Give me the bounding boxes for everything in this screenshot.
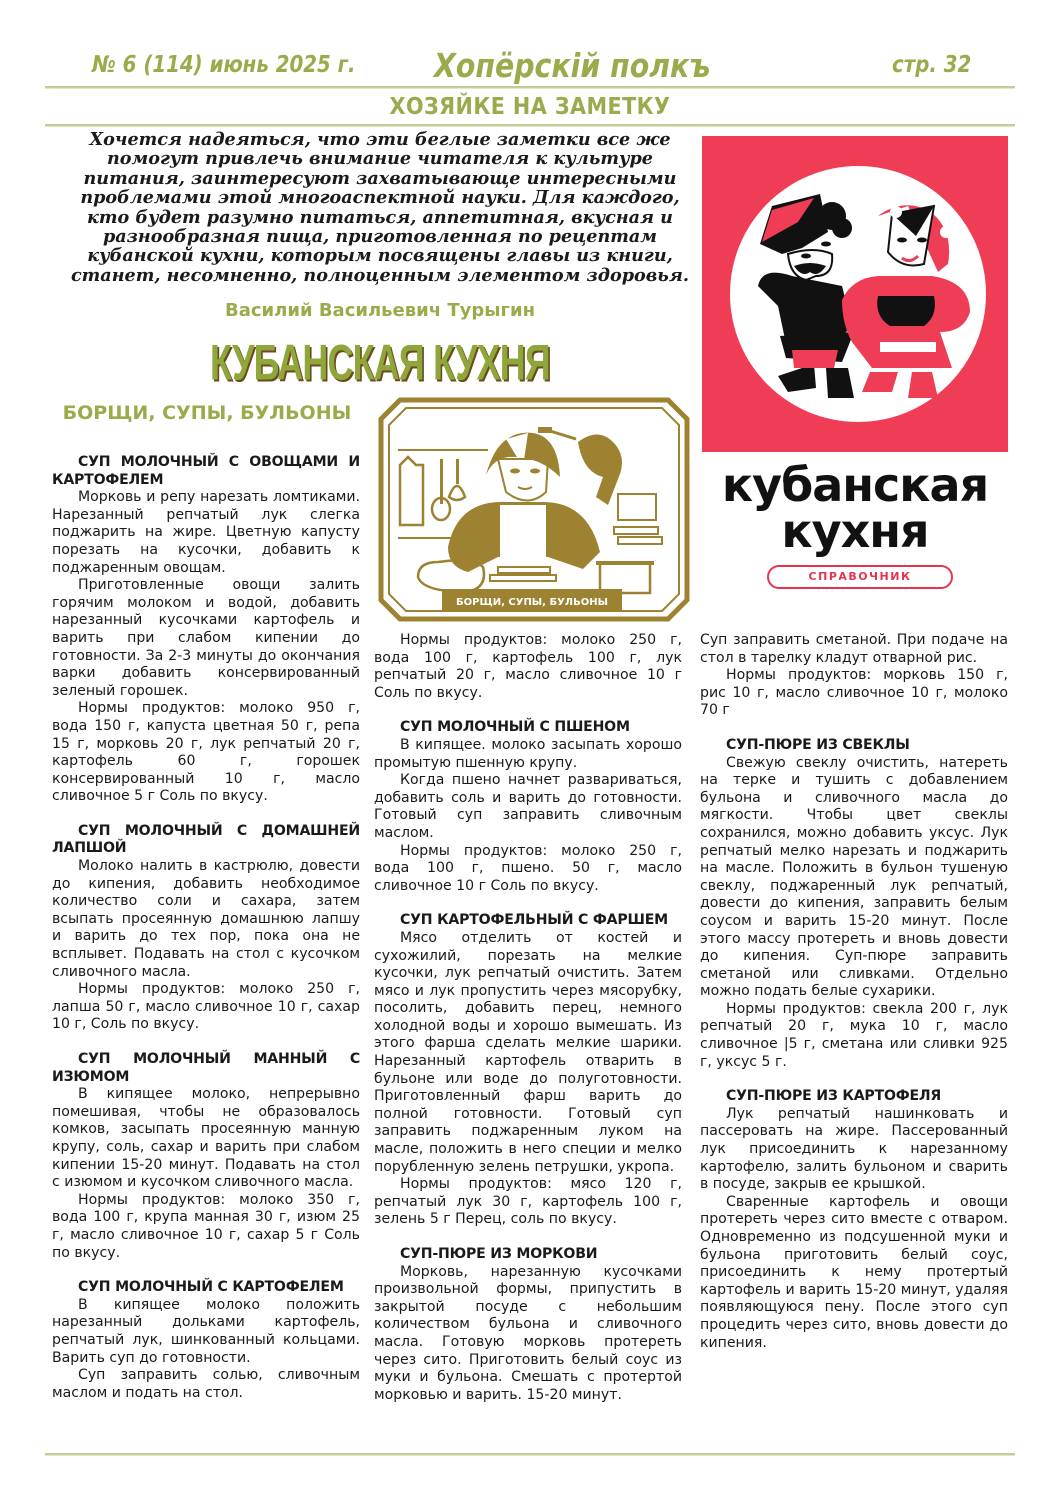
chapter-title: БОРЩИ, СУПЫ, БУЛЬОНЫ	[62, 402, 352, 424]
dancing-couple-icon	[702, 136, 1008, 452]
recipe-paragraph: Нормы продуктов: молоко 250 г, вода 100 г, пшено. 50 г, масло сливочное 10 г Соль по вкусу.	[374, 842, 682, 894]
newspaper-title: Хопёрскiй полкъ	[434, 46, 711, 85]
recipe-paragraph: Нормы продуктов: мясо 120 г, репчатый лук 30 г, картофель 100 г, зелень 5 г Перец, соль по вкусу.	[374, 1176, 682, 1228]
recipe-title: СУП МОЛОЧНЫЙ С ОВОЩАМИ И КАРТОФЕЛЕМ	[52, 454, 360, 488]
cooking-illustration	[378, 397, 690, 622]
recipe-title: СУП МОЛОЧНЫЙ С ДОМАШНЕЙ ЛАПШОЙ	[52, 822, 360, 857]
text-column-2	[374, 632, 682, 1404]
recipe-paragraph: Приготовленные овощи залить горячим молоком и водой, добавить нарезанный кусочками картофель и варить при слабом кипении до готовности. За 2-3 минуты до окончания варки добавить консервированный зеленый горошек.	[52, 577, 360, 699]
text-column-3	[700, 632, 1008, 1352]
text-column-1	[52, 454, 360, 1402]
recipe-paragraph: Когда пшено начнет развариваться, добавить соль и варить до готовности. Готовый суп заправить сливочным маслом.	[374, 772, 682, 841]
recipe-title: СУП МОЛОЧНЫЙ С КАРТОФЕЛЕМ	[78, 1279, 344, 1296]
recipe-paragraph: В кипящее молоко положить нарезанный дольками картофель, репчатый лук, шинкованный кольцами. Варить суп до готовности.	[52, 1296, 360, 1366]
recipe-title: СУП МОЛОЧНЫЙ С ПШЕНОМ	[400, 719, 630, 736]
header-divider	[45, 86, 1015, 89]
recipe-title: СУП МОЛОЧНЫЙ МАННЫЙ С ИЗЮМОМ	[52, 1051, 360, 1085]
recipe-title: СУП-ПЮРЕ ИЗ МОРКОВИ	[400, 1246, 598, 1262]
recipe-paragraph: Сваренные картофель и овощи протереть через сито вместе с отваром. Одновременно из подсушенной муки и бульона приготовить белый соус, присоединить к нему протертый картофель и варить 15-20 минут, удаляя появляющуюся пену. После этого суп процедить через сито, вновь довести до кипения.	[700, 1193, 1008, 1351]
section-divider	[45, 124, 1015, 127]
cover-badge: СПРАВОЧНИК	[767, 565, 953, 589]
recipe-paragraph: Нормы продуктов: молоко 350 г, вода 100 г, крупа манная 30 г, изюм 25 г, масло сливочное 10 г, сахар 5 г Соль по вкусу.	[52, 1191, 360, 1261]
recipe-paragraph: Нормы продуктов: морковь 150 г, рис 10 г, масло сливочное 10 г, молоко 70 г	[700, 667, 1008, 719]
cover-title-line2: кухня	[781, 504, 929, 558]
page-number: стр. 32	[892, 52, 972, 78]
recipe-paragraph: Суп заправить солью, сливочным маслом и подать на стол.	[52, 1367, 360, 1401]
issue-number: № 6 (114) июнь 2025 г.	[92, 52, 356, 78]
section-title: ХОЗЯЙКЕ НА ЗАМЕТКУ	[389, 94, 671, 120]
recipe-paragraph: В кипящее молоко, непрерывно помешивая, чтобы не образовалось комков, засыпать просеянную манную крупу, соль, сахар и варить при слабом кипении 15-20 минут. Подавать на стол с изюмом и кусочком сливочного масла.	[52, 1086, 360, 1191]
cover-title-line1: кубанская	[721, 458, 989, 512]
recipe-title: СУП-ПЮРЕ ИЗ СВЕКЛЫ	[726, 736, 910, 753]
author-name: Василий Васильевич Турыгин	[225, 300, 535, 321]
recipe-paragraph: Морковь, нарезанную кусочками произвольной формы, припустить в закрытой посуде с небольшим количеством бульона и сливочного масла. Готовую морковь протереть через сито. Приготовить белый соус из муки и бульона. Смешать с протертой морковью и варить. 15-20 минут.	[374, 1263, 682, 1403]
recipe-paragraph: Нормы продуктов: молоко 250 г, вода 100 г, картофель 100 г, лук репчатый 20 г, масло сливочное 10 г Соль по вкусу.	[374, 632, 682, 701]
recipe-paragraph: Нормы продуктов: молоко 950 г, вода 150 г, капуста цветная 50 г, репа 15 г, морковь 20 г, лук репчатый 20 г, картофель 60 г, горошек консервированный 10 г, масло сливочное 5 г Соль по вкусу.	[52, 700, 360, 805]
cover-title	[702, 458, 1008, 558]
recipe-title: СУП КАРТОФЕЛЬНЫЙ С ФАРШЕМ	[400, 912, 668, 929]
recipe-paragraph: Морковь и репу нарезать ломтиками. Нарезанный репчатый лук слегка поджарить на жире. Цветную капусту порезать на кусочки, добавить к поджаренным овощам.	[52, 489, 360, 576]
illustration-caption: БОРЩИ, СУПЫ, БУЛЬОНЫ	[456, 597, 608, 608]
book-cover-art	[702, 136, 1008, 452]
recipe-paragraph: Свежую свеклу очистить, натереть на терке и тушить с добавлением бульона и сливочного масла до мягкости. Чтобы цвет свеклы сохранился, можно добавить уксус. Лук репчатый мелко нарезать и поджарить на масле. Положить в бульон тушеную свеклу, поджаренный лук репчатый, довести до кипения, заправить белым соусом и варить 15-20 минут. После этого массу протереть и вновь довести до кипения. Суп-пюре заправить сметаной или сливками. Отдельно можно подать белые сухарики.	[700, 754, 1008, 1000]
recipe-paragraph: Лук репчатый нашинковать и пассеровать на жире. Пассерованный лук присоединить к нарезанному картофелю, залить бульоном и сварить в посуде, закрыв ее крышкой.	[700, 1105, 1008, 1193]
recipe-paragraph: В кипящее. молоко засыпать хорошо промытую пшенную крупу.	[374, 736, 682, 771]
recipe-paragraph: Нормы продуктов: молоко 250 г, лапша 50 г, масло сливочное 10 г, сахар 10 г, Соль по вкусу.	[52, 981, 360, 1033]
footer-divider	[45, 1453, 1015, 1456]
recipe-paragraph: Молоко налить в кастрюлю, довести до кипения, добавить необходимое количество соли и сахара, затем всыпать просеянную домашнюю лапшу и варить до тех пор, пока она не всплывет. Подавать на стол с кусочком сливочного масла.	[52, 858, 360, 980]
cook-woman-icon	[378, 397, 690, 622]
recipe-title: СУП-ПЮРЕ ИЗ КАРТОФЕЛЯ	[726, 1088, 942, 1105]
book-title: КУБАНСКАЯ КУХНЯ	[210, 334, 550, 391]
recipe-paragraph: Суп заправить сметаной. При подаче на стол в тарелку кладут отварной рис.	[700, 632, 1008, 666]
recipe-paragraph: Мясо отделить от костей и сухожилий, порезать на мелкие кусочки, лук репчатый очистить. Затем мясо и лук пропустить через мясорубку, посолить, добавить перец, немного холодной воды и хорошо вымешать. Из этого фарша сделать мелкие шарики. Нарезанный картофель отварить в бульоне или воде до полуготовности. Приготовленный фарш варить до полной готовности. Готовый суп заправить поджаренным луком на масле, положить в него специи и мелко порубленную зелень петрушки, укропа.	[374, 929, 682, 1175]
recipe-paragraph: Нормы продуктов: свекла 200 г, лук репчатый 20 г, мука 10 г, масло сливочное |5 г, сметана или сливки 925 г, уксус 5 г.	[700, 1000, 1008, 1070]
intro-text: Хочется надеяться, что эти беглые заметки все же помогут привлечь внимание читателя к культуре питания, заинтересуют захватывающе интересными проблемами этой многоаспектной науки. Для каждого, кто будет разумно питаться, аппетитная, вкусная и разнообразная пища, приготовленная по рецептам кубанской кухни, которым посвящены главы из книги, станет, несомненно, полноценным элементом здоровья.	[70, 129, 690, 286]
